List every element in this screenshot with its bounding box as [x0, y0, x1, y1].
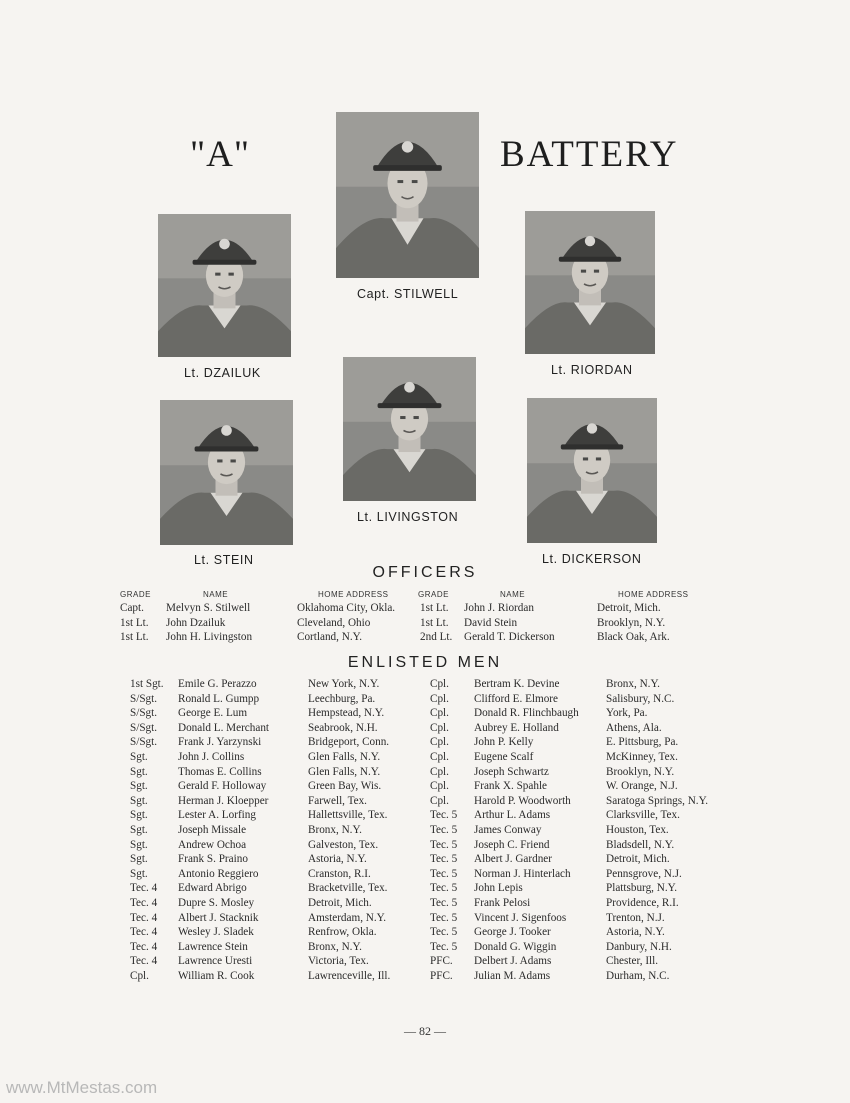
- enlisted-grade: S/Sgt.: [130, 692, 158, 705]
- enlisted-home: Amsterdam, N.Y.: [308, 911, 387, 924]
- page-number: — 82 —: [404, 1024, 446, 1038]
- caption-dickerson: Lt. DICKERSON: [542, 552, 642, 566]
- officer-grade: Capt.: [120, 602, 144, 614]
- portrait-figure: [343, 357, 476, 501]
- officer-name: Gerald T. Dickerson: [464, 631, 555, 644]
- table-row: [0, 706, 850, 721]
- enlisted-name: Frank S. Praino: [178, 853, 248, 866]
- table-row: [0, 692, 850, 707]
- table-row: [0, 794, 850, 809]
- table-row: [0, 779, 850, 794]
- table-row: [0, 852, 850, 867]
- enlisted-home: Hallettsville, Tex.: [308, 809, 388, 822]
- enlisted-name: Herman J. Kloepper: [178, 794, 269, 807]
- officer-home: Oklahoma City, Okla.: [297, 602, 396, 614]
- table-row: [0, 896, 850, 911]
- officer-name: John Dzailuk: [166, 616, 226, 629]
- enlisted-name: Donald L. Merchant: [178, 721, 270, 734]
- table-row: [0, 808, 850, 823]
- enlisted-name: Joseph C. Friend: [474, 838, 550, 851]
- table-row: [0, 735, 850, 750]
- enlisted-grade: Cpl.: [430, 794, 449, 807]
- enlisted-grade: Tec. 4: [130, 940, 158, 953]
- enlisted-home: Bronx, N.Y.: [308, 823, 362, 836]
- officer-name: John J. Riordan: [464, 602, 534, 614]
- photo-stein: [160, 400, 293, 545]
- enlisted-home: Hempstead, N.Y.: [308, 707, 385, 720]
- enlisted-grade: Tec. 5: [430, 838, 458, 851]
- portrait-figure: [160, 400, 293, 545]
- enlisted-grade: Cpl.: [430, 765, 449, 778]
- officer-name: John H. Livingston: [166, 631, 253, 644]
- table-row: [0, 616, 850, 631]
- enlisted-name: Gerald F. Holloway: [178, 780, 267, 793]
- title-left: "A": [190, 134, 250, 175]
- enlisted-name: Frank Pelosi: [474, 896, 531, 909]
- enlisted-home: Pennsgrove, N.J.: [606, 867, 682, 880]
- enlisted-name: Julian M. Adams: [474, 969, 551, 982]
- enlisted-home: Astoria, N.Y.: [606, 926, 665, 939]
- table-row: [0, 765, 850, 780]
- officer-home: Cortland, N.Y.: [297, 631, 363, 644]
- enlisted-grade: Cpl.: [430, 736, 449, 749]
- enlisted-grade: Tec. 5: [430, 926, 458, 939]
- table-row: [0, 823, 850, 838]
- officers-grade-header-1: GRADE: [120, 590, 151, 599]
- table-row: [0, 867, 850, 882]
- officer-name: David Stein: [464, 616, 518, 629]
- enlisted-home: Clarksville, Tex.: [606, 809, 680, 822]
- enlisted-name: Arthur L. Adams: [474, 809, 551, 822]
- officer-grade: 1st Lt.: [420, 616, 449, 629]
- enlisted-grade: Tec. 4: [130, 896, 158, 909]
- enlisted-home: E. Pittsburg, Pa.: [606, 736, 679, 749]
- enlisted-grade: Tec. 4: [130, 955, 158, 968]
- photo-stilwell: [336, 112, 479, 278]
- caption-livingston: Lt. LIVINGSTON: [357, 510, 459, 524]
- enlisted-home: Plattsburg, N.Y.: [606, 882, 678, 895]
- watermark: www.MtMestas.com: [6, 1078, 158, 1097]
- enlisted-home: Brooklyn, N.Y.: [606, 765, 675, 778]
- enlisted-grade: Sgt.: [130, 750, 148, 763]
- table-row: [0, 911, 850, 926]
- table-row: [0, 677, 850, 692]
- enlisted-grade: Tec. 5: [430, 940, 458, 953]
- enlisted-home: Salisbury, N.C.: [606, 692, 675, 705]
- enlisted-grade: Tec. 5: [430, 896, 458, 909]
- enlisted-grade: Sgt.: [130, 823, 148, 836]
- enlisted-name: Norman J. Hinterlach: [474, 867, 571, 880]
- enlisted-name: Andrew Ochoa: [178, 838, 247, 851]
- enlisted-grade: Sgt.: [130, 765, 148, 778]
- officer-grade: 1st Lt.: [120, 631, 149, 644]
- enlisted-home: Bronx, N.Y.: [308, 940, 362, 953]
- enlisted-name: George E. Lum: [178, 707, 248, 720]
- enlisted-grade: Cpl.: [430, 707, 449, 720]
- officer-home: Brooklyn, N.Y.: [597, 616, 666, 629]
- table-row: [0, 940, 850, 955]
- table-row: [0, 838, 850, 853]
- enlisted-name: Dupre S. Mosley: [178, 896, 255, 909]
- enlisted-home: Renfrow, Okla.: [308, 926, 377, 939]
- officer-name: Melvyn S. Stilwell: [166, 602, 251, 614]
- enlisted-home: Seabrook, N.H.: [308, 721, 378, 734]
- enlisted-home: Lawrenceville, Ill.: [308, 969, 391, 982]
- enlisted-name: Eugene Scalf: [474, 750, 534, 763]
- enlisted-name: Bertram K. Devine: [474, 678, 560, 690]
- enlisted-grade: Sgt.: [130, 867, 148, 880]
- enlisted-grade: Tec. 4: [130, 926, 158, 939]
- officers-grade-header-2: GRADE: [418, 590, 449, 599]
- table-row: [0, 925, 850, 940]
- table-row: [0, 721, 850, 736]
- caption-dzailuk: Lt. DZAILUK: [184, 366, 261, 380]
- table-row: [0, 954, 850, 969]
- enlisted-home: Chester, Ill.: [606, 955, 659, 968]
- enlisted-home: Detroit, Mich.: [606, 853, 670, 866]
- enlisted-name: Donald R. Flinchbaugh: [474, 707, 579, 720]
- table-row: [0, 969, 850, 984]
- enlisted-home: Houston, Tex.: [606, 823, 669, 836]
- enlisted-grade: S/Sgt.: [130, 721, 158, 734]
- enlisted-home: Bridgeport, Conn.: [308, 736, 390, 749]
- enlisted-grade: S/Sgt.: [130, 707, 158, 720]
- enlisted-name: Emile G. Perazzo: [178, 678, 257, 690]
- portrait-figure: [525, 211, 655, 354]
- officer-home: Cleveland, Ohio: [297, 616, 371, 629]
- enlisted-name: Joseph Missale: [178, 823, 247, 836]
- photo-dickerson: [527, 398, 657, 543]
- enlisted-grade: PFC.: [430, 969, 453, 982]
- enlisted-grade: Sgt.: [130, 809, 148, 822]
- enlisted-name: Delbert J. Adams: [474, 955, 552, 968]
- enlisted-name: Vincent J. Sigenfoos: [474, 911, 567, 924]
- enlisted-grade: Tec. 5: [430, 809, 458, 822]
- enlisted-name: Lester A. Lorfing: [178, 809, 256, 822]
- enlisted-name: Thomas E. Collins: [178, 765, 262, 778]
- officer-grade: 1st Lt.: [420, 602, 449, 614]
- enlisted-heading: ENLISTED MEN: [347, 654, 503, 671]
- enlisted-grade: Tec. 5: [430, 867, 458, 880]
- enlisted-home: Providence, R.I.: [606, 896, 679, 909]
- enlisted-grade: Cpl.: [430, 780, 449, 793]
- enlisted-home: York, Pa.: [606, 707, 648, 720]
- photo-livingston: [343, 357, 476, 501]
- enlisted-home: Galveston, Tex.: [308, 838, 379, 851]
- table-row: [0, 750, 850, 765]
- caption-stein: Lt. STEIN: [194, 553, 254, 567]
- enlisted-grade: Tec. 5: [430, 882, 458, 895]
- officers-home-header-2: HOME ADDRESS: [618, 590, 689, 599]
- enlisted-home: Astoria, N.Y.: [308, 853, 367, 866]
- enlisted-grade: Sgt.: [130, 853, 148, 866]
- enlisted-grade: S/Sgt.: [130, 736, 158, 749]
- enlisted-name: Albert J. Gardner: [474, 853, 552, 866]
- officers-table: [0, 601, 850, 645]
- caption-stilwell: Capt. STILWELL: [357, 287, 459, 301]
- enlisted-name: Frank J. Yarzynski: [178, 736, 262, 749]
- enlisted-grade: Sgt.: [130, 838, 148, 851]
- enlisted-home: Cranston, R.I.: [308, 867, 371, 880]
- enlisted-name: Edward Abrigo: [178, 882, 247, 895]
- officers-heading: OFFICERS: [372, 564, 478, 581]
- officer-home: Detroit, Mich.: [597, 602, 661, 614]
- enlisted-name: Lawrence Stein: [178, 940, 248, 953]
- officers-name-header-1: NAME: [203, 590, 229, 599]
- portrait-figure: [336, 112, 479, 278]
- table-row: [0, 881, 850, 896]
- enlisted-name: Wesley J. Sladek: [178, 926, 254, 939]
- enlisted-home: McKinney, Tex.: [606, 750, 678, 763]
- enlisted-grade: Sgt.: [130, 780, 148, 793]
- title-right: BATTERY: [500, 134, 679, 175]
- enlisted-grade: Tec. 5: [430, 911, 458, 924]
- enlisted-grade: PFC.: [430, 955, 453, 968]
- enlisted-name: Aubrey E. Holland: [474, 721, 559, 734]
- enlisted-home: W. Orange, N.J.: [606, 780, 678, 793]
- enlisted-name: Harold P. Woodworth: [474, 794, 571, 807]
- enlisted-name: John Lepis: [474, 882, 523, 895]
- enlisted-home: Glen Falls, N.Y.: [308, 750, 381, 763]
- portrait-figure: [527, 398, 657, 543]
- photo-riordan: [525, 211, 655, 354]
- enlisted-home: Victoria, Tex.: [308, 955, 369, 968]
- portrait-figure: [158, 214, 291, 357]
- enlisted-home: Danbury, N.H.: [606, 940, 672, 953]
- enlisted-name: John J. Collins: [178, 750, 245, 763]
- enlisted-home: Detroit, Mich.: [308, 896, 372, 909]
- enlisted-name: James Conway: [474, 823, 542, 836]
- officer-grade: 1st Lt.: [120, 616, 149, 629]
- enlisted-grade: Cpl.: [130, 969, 149, 982]
- enlisted-grade: Tec. 4: [130, 911, 158, 924]
- officers-home-header-1: HOME ADDRESS: [318, 590, 389, 599]
- table-row: [0, 601, 850, 616]
- enlisted-grade: Tec. 5: [430, 823, 458, 836]
- enlisted-table: [0, 677, 850, 983]
- enlisted-home: Bracketville, Tex.: [308, 882, 388, 895]
- caption-riordan: Lt. RIORDAN: [551, 363, 633, 377]
- enlisted-grade: Cpl.: [430, 721, 449, 734]
- enlisted-home: Leechburg, Pa.: [308, 692, 376, 705]
- enlisted-name: Clifford E. Elmore: [474, 692, 558, 705]
- enlisted-home: Durham, N.C.: [606, 969, 670, 982]
- enlisted-name: Joseph Schwartz: [474, 765, 549, 778]
- enlisted-grade: Cpl.: [430, 692, 449, 705]
- enlisted-grade: Tec. 5: [430, 853, 458, 866]
- table-row: [0, 630, 850, 645]
- enlisted-name: Frank X. Spahle: [474, 780, 548, 793]
- enlisted-home: Bladsdell, N.Y.: [606, 838, 675, 851]
- enlisted-home: Glen Falls, N.Y.: [308, 765, 381, 778]
- enlisted-name: Antonio Reggiero: [178, 867, 259, 880]
- officer-home: Black Oak, Ark.: [597, 631, 670, 644]
- enlisted-grade: Cpl.: [430, 750, 449, 763]
- enlisted-grade: Tec. 4: [130, 882, 158, 895]
- enlisted-home: Athens, Ala.: [606, 721, 662, 734]
- enlisted-home: Farwell, Tex.: [308, 794, 367, 807]
- enlisted-name: Lawrence Uresti: [178, 955, 253, 968]
- enlisted-name: Albert J. Stacknik: [178, 911, 259, 924]
- enlisted-name: George J. Tooker: [474, 926, 551, 939]
- enlisted-name: Ronald L. Gumpp: [178, 692, 260, 705]
- enlisted-name: Donald G. Wiggin: [474, 940, 557, 953]
- photo-dzailuk: [158, 214, 291, 357]
- enlisted-home: Saratoga Springs, N.Y.: [606, 794, 709, 807]
- enlisted-name: John P. Kelly: [474, 736, 534, 749]
- enlisted-home: New York, N.Y.: [308, 678, 380, 690]
- enlisted-grade: 1st Sgt.: [130, 678, 164, 690]
- officers-name-header-2: NAME: [500, 590, 526, 599]
- enlisted-grade: Cpl.: [430, 678, 449, 690]
- enlisted-name: William R. Cook: [178, 969, 255, 982]
- enlisted-home: Trenton, N.J.: [606, 911, 665, 924]
- officer-grade: 2nd Lt.: [420, 631, 453, 644]
- enlisted-grade: Sgt.: [130, 794, 148, 807]
- enlisted-home: Bronx, N.Y.: [606, 678, 660, 690]
- enlisted-home: Green Bay, Wis.: [308, 780, 382, 793]
